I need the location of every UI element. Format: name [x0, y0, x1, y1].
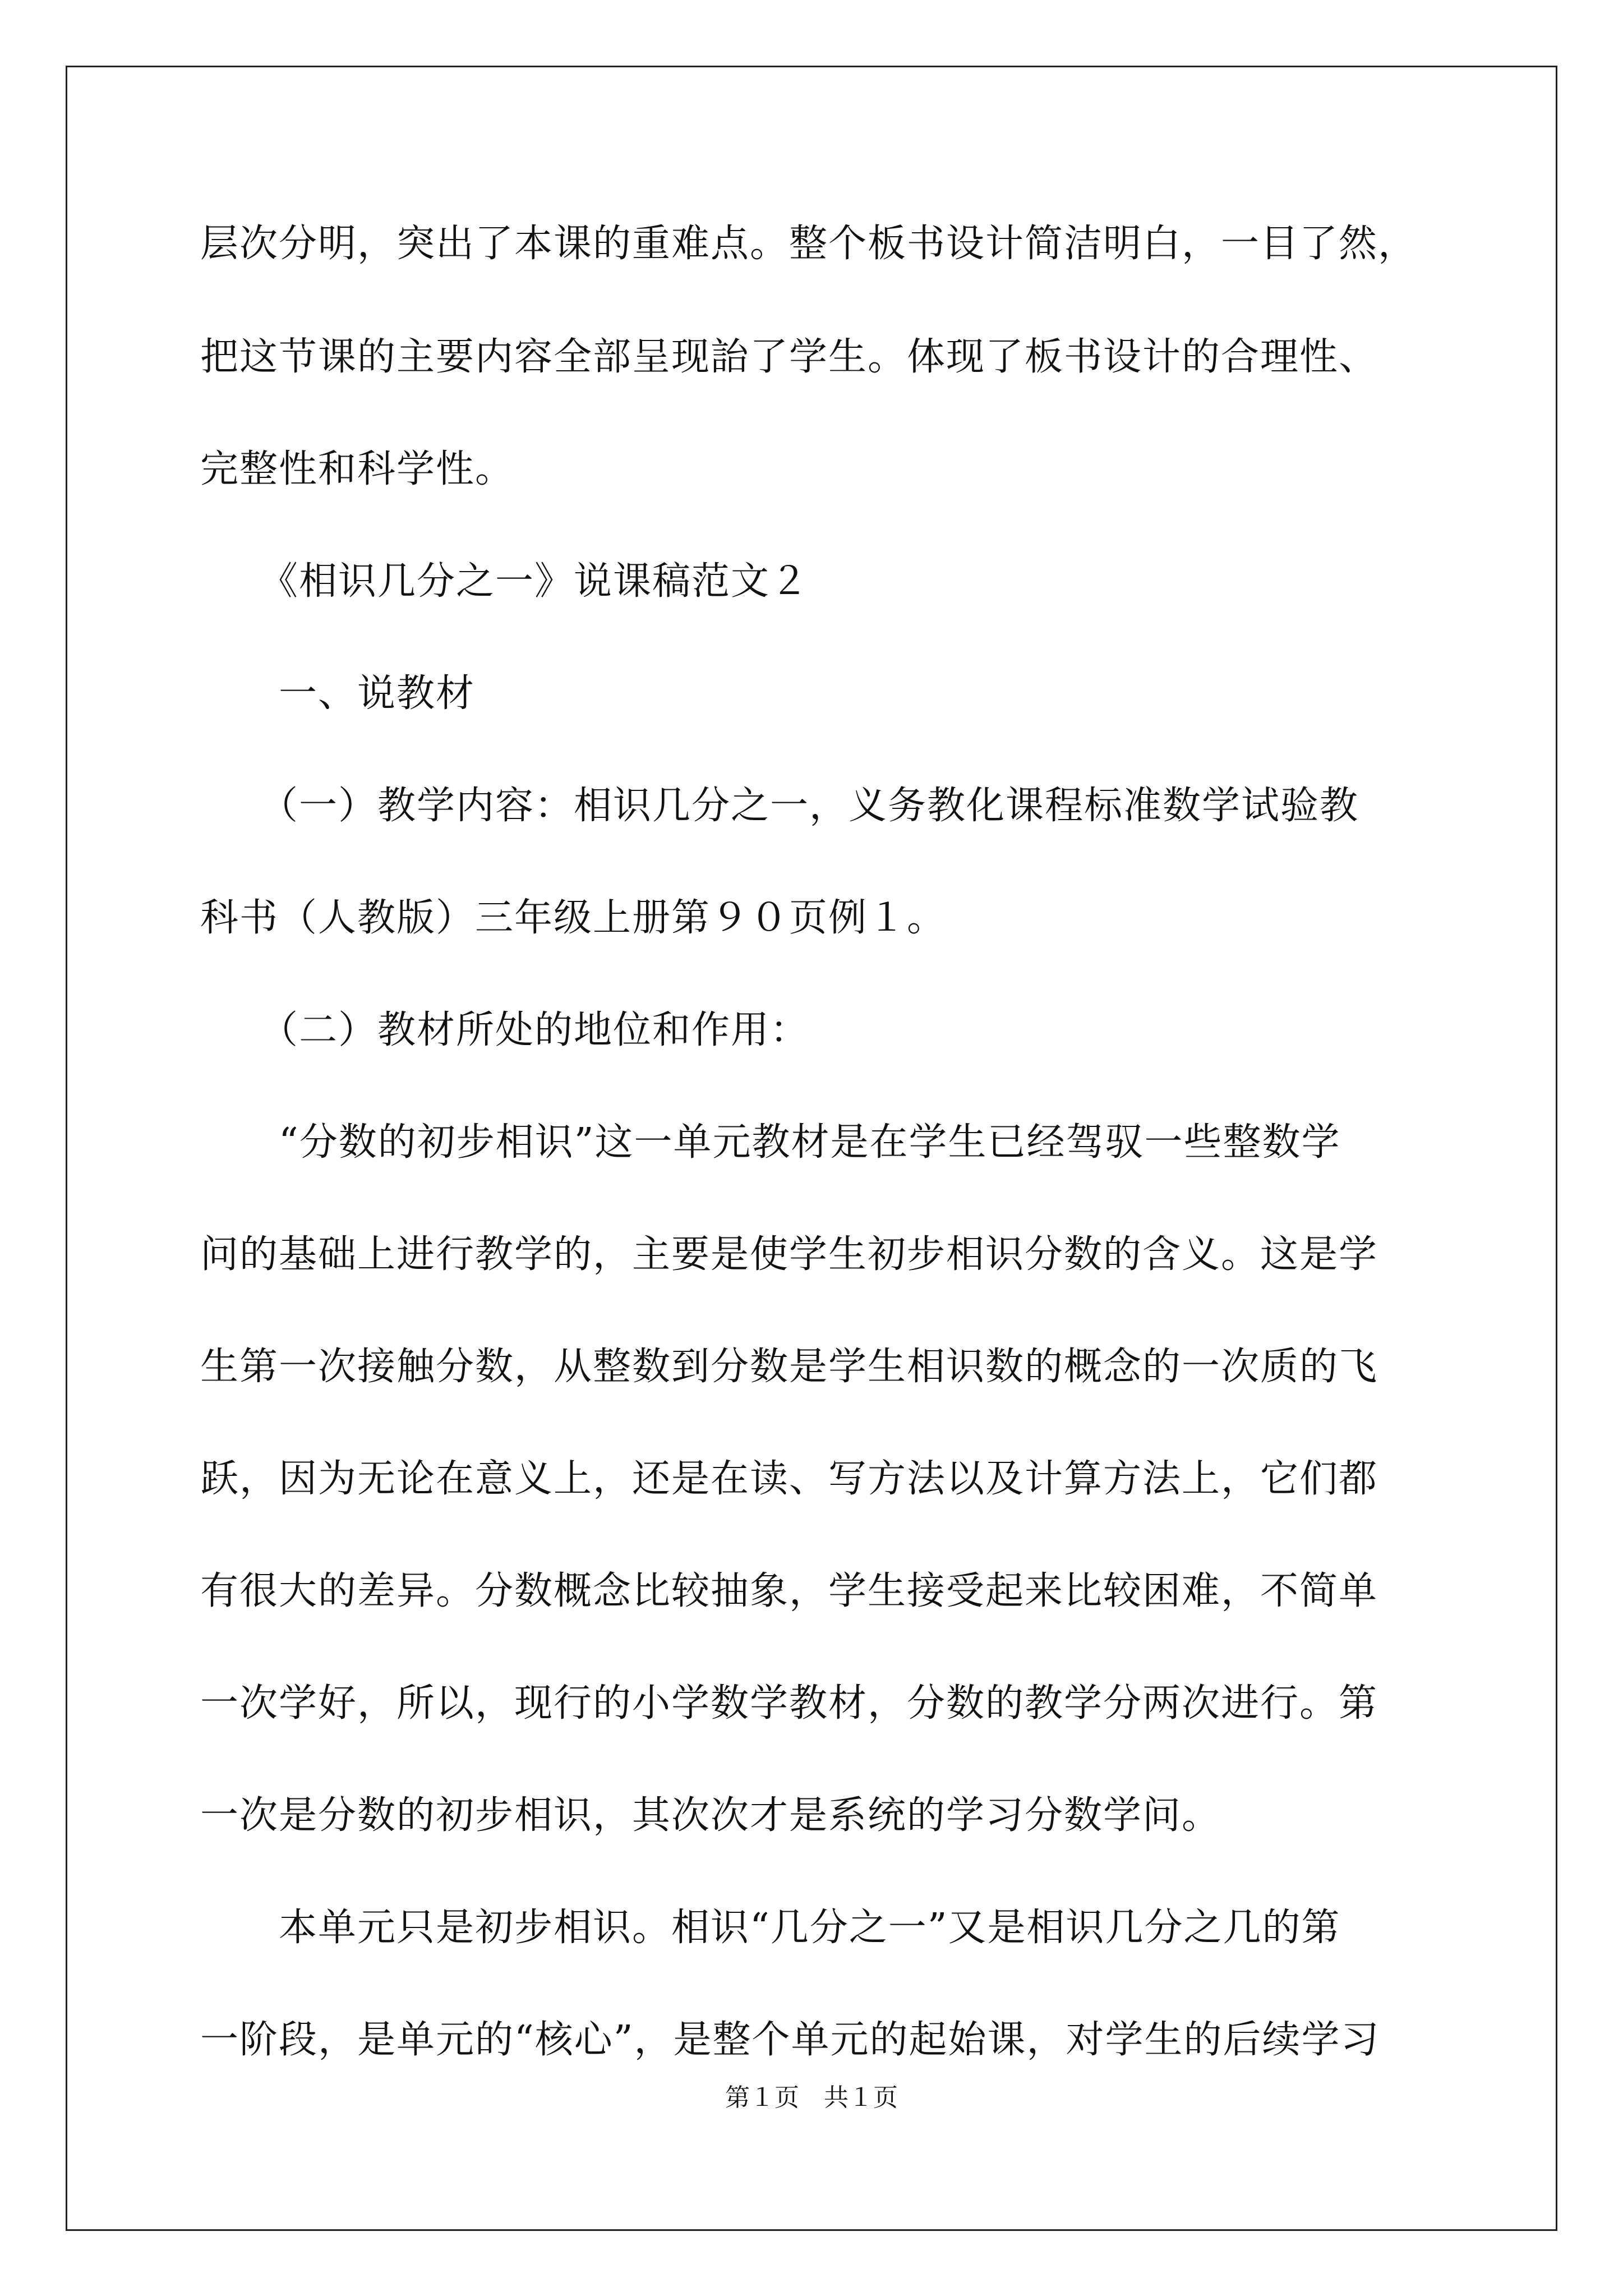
paragraph-line: 完整性和科学性。 — [200, 447, 515, 491]
paragraph-line: 有很大的差异。分数概念比较抽象，学生接受起来比较困难，不简单 — [200, 1569, 1378, 1613]
paragraph-line: 一次是分数的初步相识，其次次才是系统的学习分数学问。 — [200, 1793, 1221, 1838]
subsection-heading: （二）教材所处的地位和作用： — [200, 1008, 810, 1052]
paragraph-line: （一）教学内容：相识几分之一，义务教化课程标准数学试验教 — [200, 784, 1359, 828]
paragraph-line: “分数的初步相识”这一单元教材是在学生已经驾驭一些整数学 — [200, 1120, 1341, 1165]
paragraph-line: 生第一次接触分数，从整数到分数是学生相识数的概念的一次质的飞 — [200, 1345, 1378, 1389]
section-heading: 一、说教材 — [200, 671, 476, 716]
paragraph-line: 把这节课的主要内容全部呈现詒了学生。体现了板书设计的合理性、 — [200, 335, 1378, 379]
page-footer: 第１页 共１页 — [725, 2083, 898, 2112]
section-title: 《相识几分之一》说课稿范文２ — [200, 559, 810, 604]
paragraph-line: 一次学好，所以，现行的小学数学教材，分数的教学分两次进行。第 — [200, 1681, 1378, 1726]
paragraph-line: 层次分明，突出了本课的重难点。整个板书设计简洁明白，一目了然， — [200, 222, 1418, 266]
paragraph-line: 科书（人教版）三年级上册第９０页例１。 — [200, 896, 947, 940]
paragraph-line: 本单元只是初步相识。相识“几分之一”又是相识几分之几的第 — [200, 1906, 1341, 1950]
paragraph-line: 问的基础上进行教学的，主要是使学生初步相识分数的含义。这是学 — [200, 1232, 1378, 1277]
paragraph-line: 跃，因为无论在意义上，还是在读、写方法以及计算方法上，它们都 — [200, 1457, 1378, 1501]
paragraph-line: 一阶段，是单元的“核心”，是整个单元的起始课，对学生的后续学习 — [200, 2018, 1380, 2062]
